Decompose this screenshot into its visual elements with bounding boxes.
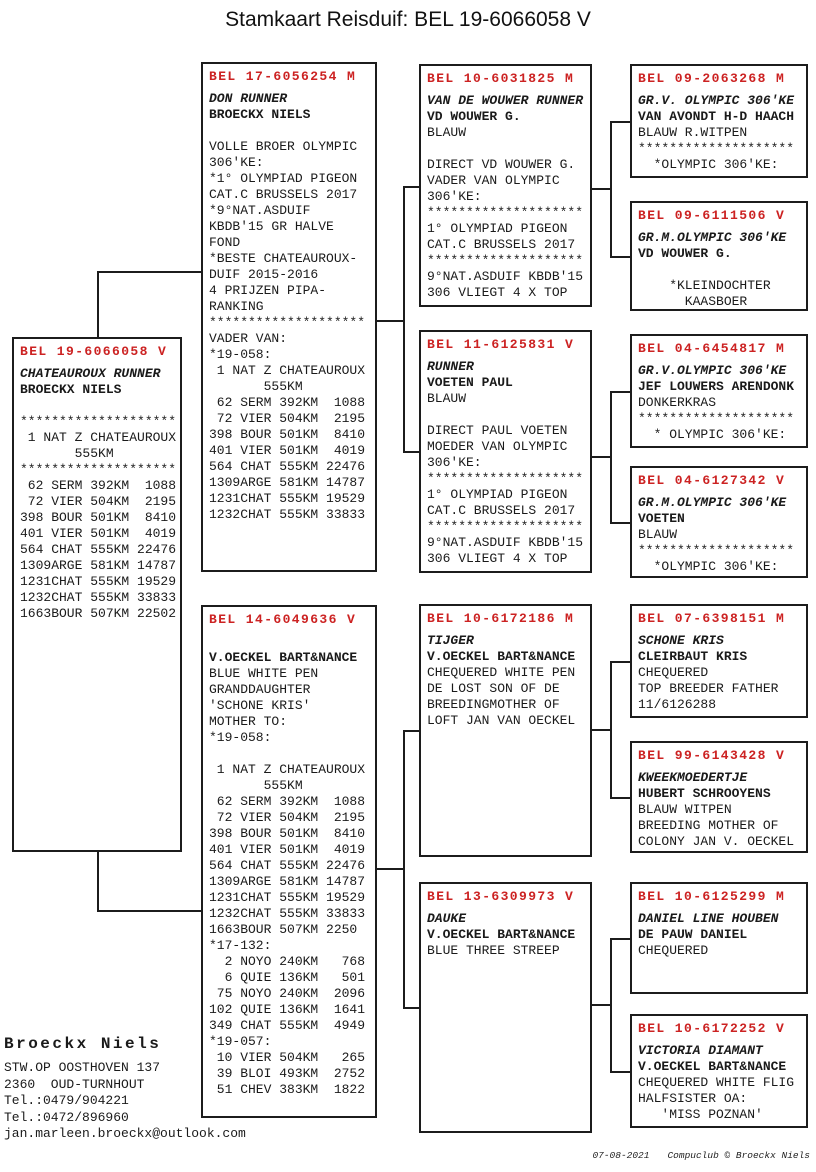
ring-number: BEL 04-6127342 V: [638, 473, 786, 488]
pedigree-line: 1231CHAT 555KM 19529: [209, 890, 366, 905]
breeder-address-city: 2360 OUD-TURNHOUT: [4, 1076, 145, 1092]
pedigree-line: 306 VLIEGT 4 X TOP: [427, 551, 568, 566]
ring-number: BEL 10-6031825 M: [427, 71, 575, 86]
ring-number: BEL 11-6125831 V: [427, 337, 575, 352]
pedigree-line: RANKING: [209, 299, 264, 314]
pedigree-line: BLUE THREE STREEP: [427, 943, 560, 958]
pedigree-line: VADER VAN OLYMPIC: [427, 173, 560, 188]
pedigree-line: BLUE WHITE PEN: [209, 666, 319, 681]
pedigree-lines: [638, 527, 806, 575]
breeder-phone-2: Tel.:0472/896960: [4, 1109, 129, 1125]
pedigree-line: GRANDDAUGHTER: [209, 682, 311, 697]
pedigree-line: KAASBOER: [638, 294, 748, 309]
pedigree-lines: [427, 125, 590, 301]
owner-name: JEF LOUWERS ARENDONK: [638, 379, 795, 394]
owner-name: V.OECKEL BART&NANCE: [638, 1059, 787, 1074]
pedigree-line: *OLYMPIC 306'KE:: [638, 559, 779, 574]
pedigree-line: 1663BOUR 507KM 22502: [20, 606, 177, 621]
connector-line: [610, 391, 630, 393]
pigeon-name: VICTORIA DIAMANT: [638, 1043, 763, 1058]
pedigree-line: 51 CHEV 383KM 1822: [209, 1082, 366, 1097]
pedigree-line: CAT.C BRUSSELS 2017: [209, 187, 358, 202]
owner-name: CLEIRBAUT KRIS: [638, 649, 748, 664]
pedigree-line: [209, 746, 375, 762]
pedigree-line: CHEQUERED WHITE PEN: [427, 665, 576, 680]
ring-number: BEL 09-2063268 M: [638, 71, 786, 86]
pedigree-box-great-grandfather-1: [630, 64, 808, 178]
pedigree-line: [427, 141, 590, 157]
owner-name: HUBERT SCHROOYENS: [638, 786, 771, 801]
pigeon-name: KWEEKMOEDERTJE: [638, 770, 748, 785]
pedigree-line: *1° OLYMPIAD PIGEON: [209, 171, 358, 186]
connector-line: [377, 320, 405, 322]
pedigree-line: 398 BOUR 501KM 8410: [20, 510, 177, 525]
pedigree-lines: [638, 125, 806, 173]
pigeon-name: RUNNER: [427, 359, 474, 374]
breeder-email: jan.marleen.broeckx@outlook.com: [4, 1126, 246, 1141]
pedigree-line: FOND: [209, 235, 241, 250]
connector-line: [97, 271, 201, 273]
pedigree-line: CHEQUERED: [638, 943, 709, 958]
pedigree-line: 102 QUIE 136KM 1641: [209, 1002, 366, 1017]
ring-number: BEL 17-6056254 M: [209, 69, 357, 84]
pedigree-line: 306'KE:: [209, 155, 264, 170]
pedigree-line: * OLYMPIC 306'KE:: [638, 427, 787, 442]
pedigree-line: *BESTE CHATEAUROUX-: [209, 251, 358, 266]
connector-line: [403, 186, 405, 453]
pedigree-lines: [427, 665, 590, 729]
pedigree-line: 4 PRIJZEN PIPA-: [209, 283, 327, 298]
pedigree-line: 1309ARGE 581KM 14787: [209, 475, 366, 490]
pedigree-line: *OLYMPIC 306'KE:: [638, 157, 779, 172]
pigeon-name: GR.M.OLYMPIC 306'KE: [638, 495, 787, 510]
pedigree-line: [638, 262, 806, 278]
pedigree-line: 1° OLYMPIAD PIGEON: [427, 221, 568, 236]
connector-line: [377, 868, 405, 870]
pedigree-line: 555KM: [209, 778, 303, 793]
connector-line: [97, 852, 99, 912]
owner-name: V.OECKEL BART&NANCE: [427, 649, 576, 664]
pedigree-line: 75 NOYO 240KM 2096: [209, 986, 366, 1001]
ring-number: BEL 14-6049636 V: [209, 612, 357, 627]
pigeon-name: TIJGER: [427, 633, 474, 648]
ring-number: BEL 07-6398151 M: [638, 611, 786, 626]
pedigree-lines: [638, 1075, 806, 1123]
pedigree-line: BLAUW: [427, 391, 467, 406]
pedigree-line: DIRECT VD WOUWER G.: [427, 157, 576, 172]
pedigree-box-great-grandmother-1: [630, 201, 808, 311]
connector-line: [610, 938, 612, 1073]
pedigree-box-great-grandmother-2: [630, 466, 808, 578]
pedigree-line: 555KM: [209, 379, 303, 394]
pedigree-line: 349 CHAT 555KM 4949: [209, 1018, 366, 1033]
pedigree-line: ********************: [638, 411, 795, 426]
pedigree-line: 564 CHAT 555KM 22476: [20, 542, 177, 557]
pedigree-line: 9°NAT.ASDUIF KBDB'15: [427, 535, 584, 550]
pedigree-lines: [638, 395, 806, 443]
ring-number: BEL 19-6066058 V: [20, 344, 168, 359]
owner-name: DE PAUW DANIEL: [638, 927, 748, 942]
pedigree-line: VOLLE BROER OLYMPIC: [209, 139, 358, 154]
pedigree-line: *19-058:: [209, 347, 272, 362]
footer-date: 07-08-2021: [592, 1150, 650, 1161]
connector-line: [592, 1004, 610, 1006]
pedigree-box-grandmother-maternal: [419, 882, 592, 1133]
pedigree-line: 564 CHAT 555KM 22476: [209, 459, 366, 474]
pedigree-line: ********************: [20, 462, 177, 477]
connector-line: [403, 1007, 419, 1009]
pedigree-line: ********************: [20, 414, 177, 429]
pedigree-line: CAT.C BRUSSELS 2017: [427, 237, 576, 252]
pedigree-line: BLAUW: [427, 125, 467, 140]
pedigree-line: DONKERKRAS: [638, 395, 717, 410]
pedigree-lines: [209, 123, 375, 523]
pedigree-line: 306'KE:: [427, 189, 482, 204]
connector-line: [592, 188, 610, 190]
pedigree-line: COLONY JAN V. OECKEL: [638, 834, 795, 849]
pedigree-line: 10 VIER 504KM 265: [209, 1050, 366, 1065]
pedigree-box-grandmother-paternal: [419, 330, 592, 573]
pedigree-line: ********************: [427, 253, 584, 268]
pedigree-lines: [638, 943, 806, 959]
pedigree-line: LOFT JAN VAN OECKEL: [427, 713, 576, 728]
connector-line: [592, 456, 610, 458]
connector-line: [610, 661, 630, 663]
connector-line: [403, 186, 419, 188]
pedigree-line: 2 NOYO 240KM 768: [209, 954, 366, 969]
pedigree-box-grandfather-paternal: [419, 64, 592, 307]
pedigree-line: 1 NAT Z CHATEAUROUX: [209, 762, 366, 777]
pedigree-line: *19-058:: [209, 730, 272, 745]
pedigree-line: 401 VIER 501KM 4019: [209, 842, 366, 857]
pedigree-line: 1663BOUR 507KM 2250: [209, 922, 358, 937]
pedigree-line: ********************: [638, 141, 795, 156]
pigeon-name: GR.V.OLYMPIC 306'KE: [638, 363, 787, 378]
pedigree-line: 1232CHAT 555KM 33833: [20, 590, 177, 605]
connector-line: [592, 729, 610, 731]
pedigree-lines: [638, 665, 806, 713]
connector-line: [403, 730, 405, 1009]
pedigree-box-great-grandmother-4: [630, 1014, 808, 1128]
ring-number: BEL 13-6309973 V: [427, 889, 575, 904]
owner-name: VAN AVONDT H-D HAACH: [638, 109, 795, 124]
pigeon-name: DON RUNNER: [209, 91, 288, 106]
pigeon-name: GR.V. OLYMPIC 306'KE: [638, 93, 795, 108]
owner-name: V.OECKEL BART&NANCE: [427, 927, 576, 942]
pedigree-line: 398 BOUR 501KM 8410: [209, 826, 366, 841]
breeder-info-block: [4, 1033, 246, 1143]
pedigree-line: DE LOST SON OF DE: [427, 681, 560, 696]
owner-name: VOETEN: [638, 511, 685, 526]
page-title: Stamkaart Reisduif: BEL 19-6066058 V: [225, 8, 591, 31]
ring-number: BEL 99-6143428 V: [638, 748, 786, 763]
pedigree-box-great-grandfather-4: [630, 882, 808, 994]
connector-line: [610, 661, 612, 799]
pedigree-box-great-grandmother-3: [630, 741, 808, 853]
pedigree-line: 401 VIER 501KM 4019: [20, 526, 177, 541]
pedigree-line: KBDB'15 GR HALVE: [209, 219, 334, 234]
pedigree-line: CHEQUERED WHITE FLIG: [638, 1075, 795, 1090]
pedigree-line: MOTHER TO:: [209, 714, 288, 729]
connector-line: [610, 121, 612, 258]
pedigree-line: 306'KE:: [427, 455, 482, 470]
connector-line: [403, 730, 419, 732]
pedigree-lines: [427, 391, 590, 567]
pedigree-box-great-grandfather-3: [630, 604, 808, 718]
connector-line: [403, 451, 419, 453]
pedigree-line: 72 VIER 504KM 2195: [209, 810, 366, 825]
ring-number: BEL 10-6125299 M: [638, 889, 786, 904]
footer: [570, 1139, 810, 1172]
pedigree-line: VADER VAN:: [209, 331, 288, 346]
pedigree-line: 1309ARGE 581KM 14787: [20, 558, 177, 573]
pedigree-lines: [638, 802, 806, 850]
connector-line: [610, 391, 612, 524]
pedigree-line: TOP BREEDER FATHER: [638, 681, 779, 696]
pedigree-line: ********************: [427, 519, 584, 534]
pedigree-lines: [427, 943, 590, 959]
breeder-name: Broeckx Niels: [4, 1035, 162, 1053]
pedigree-line: 564 CHAT 555KM 22476: [209, 858, 366, 873]
pedigree-line: 1231CHAT 555KM 19529: [20, 574, 177, 589]
ring-number: BEL 10-6172252 V: [638, 1021, 786, 1036]
pigeon-name: DAUKE: [427, 911, 467, 926]
pedigree-line: CAT.C BRUSSELS 2017: [427, 503, 576, 518]
pedigree-box-great-grandfather-2: [630, 334, 808, 448]
pedigree-lines: [638, 262, 806, 310]
pedigree-line: 39 BLOI 493KM 2752: [209, 1066, 366, 1081]
pedigree-line: ********************: [209, 315, 366, 330]
pedigree-line: 1° OLYMPIAD PIGEON: [427, 487, 568, 502]
pedigree-line: DIRECT PAUL VOETEN: [427, 423, 568, 438]
pedigree-line: *9°NAT.ASDUIF: [209, 203, 311, 218]
pedigree-line: BREEDINGMOTHER OF: [427, 697, 560, 712]
pedigree-line: MOEDER VAN OLYMPIC: [427, 439, 568, 454]
pedigree-line: 62 SERM 392KM 1088: [20, 478, 177, 493]
pedigree-line: 555KM: [20, 446, 114, 461]
pedigree-line: 62 SERM 392KM 1088: [209, 794, 366, 809]
footer-credit: Compuclub © Broeckx Niels: [667, 1150, 810, 1161]
pedigree-line: 1232CHAT 555KM 33833: [209, 906, 366, 921]
pigeon-name: CHATEAUROUX RUNNER: [20, 366, 161, 381]
pedigree-line: 1309ARGE 581KM 14787: [209, 874, 366, 889]
pedigree-line: BLAUW WITPEN: [638, 802, 732, 817]
ring-number: BEL 10-6172186 M: [427, 611, 575, 626]
pedigree-lines: [20, 398, 180, 622]
pedigree-line: 11/6126288: [638, 697, 717, 712]
pedigree-box-subject: [12, 337, 182, 852]
pigeon-name: DANIEL LINE HOUBEN: [638, 911, 779, 926]
connector-line: [610, 256, 630, 258]
pedigree-line: ********************: [427, 205, 584, 220]
connector-line: [97, 910, 201, 912]
connector-line: [97, 271, 99, 339]
owner-name: VD WOUWER G.: [427, 109, 521, 124]
connector-line: [610, 797, 630, 799]
pedigree-box-grandfather-maternal: [419, 604, 592, 857]
pedigree-box-father: [201, 62, 377, 572]
pedigree-line: ********************: [638, 543, 795, 558]
pedigree-line: 1 NAT Z CHATEAUROUX: [209, 363, 366, 378]
pedigree-line: DUIF 2015-2016: [209, 267, 319, 282]
ring-number: BEL 09-6111506 V: [638, 208, 786, 223]
owner-name: V.OECKEL BART&NANCE: [209, 650, 358, 665]
pedigree-line: 1232CHAT 555KM 33833: [209, 507, 366, 522]
pedigree-line: 72 VIER 504KM 2195: [20, 494, 177, 509]
pigeon-name: GR.M.OLYMPIC 306'KE: [638, 230, 787, 245]
connector-line: [610, 938, 630, 940]
pedigree-line: HALFSISTER OA:: [638, 1091, 748, 1106]
connector-line: [610, 121, 630, 123]
pedigree-line: 72 VIER 504KM 2195: [209, 411, 366, 426]
pedigree-line: [209, 123, 375, 139]
connector-line: [610, 522, 630, 524]
pedigree-line: [20, 398, 180, 414]
pedigree-line: BLAUW: [638, 527, 678, 542]
pedigree-line: 1 NAT Z CHATEAUROUX: [20, 430, 177, 445]
pedigree-line: 9°NAT.ASDUIF KBDB'15: [427, 269, 584, 284]
pigeon-name: [209, 634, 375, 650]
pedigree-line: 398 BOUR 501KM 8410: [209, 427, 366, 442]
owner-name: VD WOUWER G.: [638, 246, 732, 261]
pedigree-line: BLAUW R.WITPEN: [638, 125, 748, 140]
pedigree-line: *KLEINDOCHTER: [638, 278, 771, 293]
pedigree-line: 'SCHONE KRIS': [209, 698, 311, 713]
pedigree-line: [427, 407, 590, 423]
pedigree-line: CHEQUERED: [638, 665, 709, 680]
ring-number: BEL 04-6454817 M: [638, 341, 786, 356]
pedigree-line: 1231CHAT 555KM 19529: [209, 491, 366, 506]
pedigree-line: *19-057:: [209, 1034, 272, 1049]
owner-name: BROECKX NIELS: [20, 382, 122, 397]
pedigree-line: 6 QUIE 136KM 501: [209, 970, 366, 985]
pedigree-line: ********************: [427, 471, 584, 486]
breeder-phone-1: Tel.:0479/904221: [4, 1093, 129, 1108]
pedigree-line: 62 SERM 392KM 1088: [209, 395, 366, 410]
owner-name: BROECKX NIELS: [209, 107, 311, 122]
pedigree-line: *17-132:: [209, 938, 272, 953]
owner-name: VOETEN PAUL: [427, 375, 513, 390]
breeder-address-street: STW.OP OOSTHOVEN 137: [4, 1060, 161, 1075]
pigeon-name: VAN DE WOUWER RUNNER: [427, 93, 584, 108]
connector-line: [610, 1071, 630, 1073]
pedigree-line: 306 VLIEGT 4 X TOP: [427, 285, 568, 300]
pedigree-line: 'MISS POZNAN': [638, 1107, 763, 1122]
pedigree-line: 401 VIER 501KM 4019: [209, 443, 366, 458]
pigeon-name: SCHONE KRIS: [638, 633, 724, 648]
pedigree-line: BREEDING MOTHER OF: [638, 818, 779, 833]
